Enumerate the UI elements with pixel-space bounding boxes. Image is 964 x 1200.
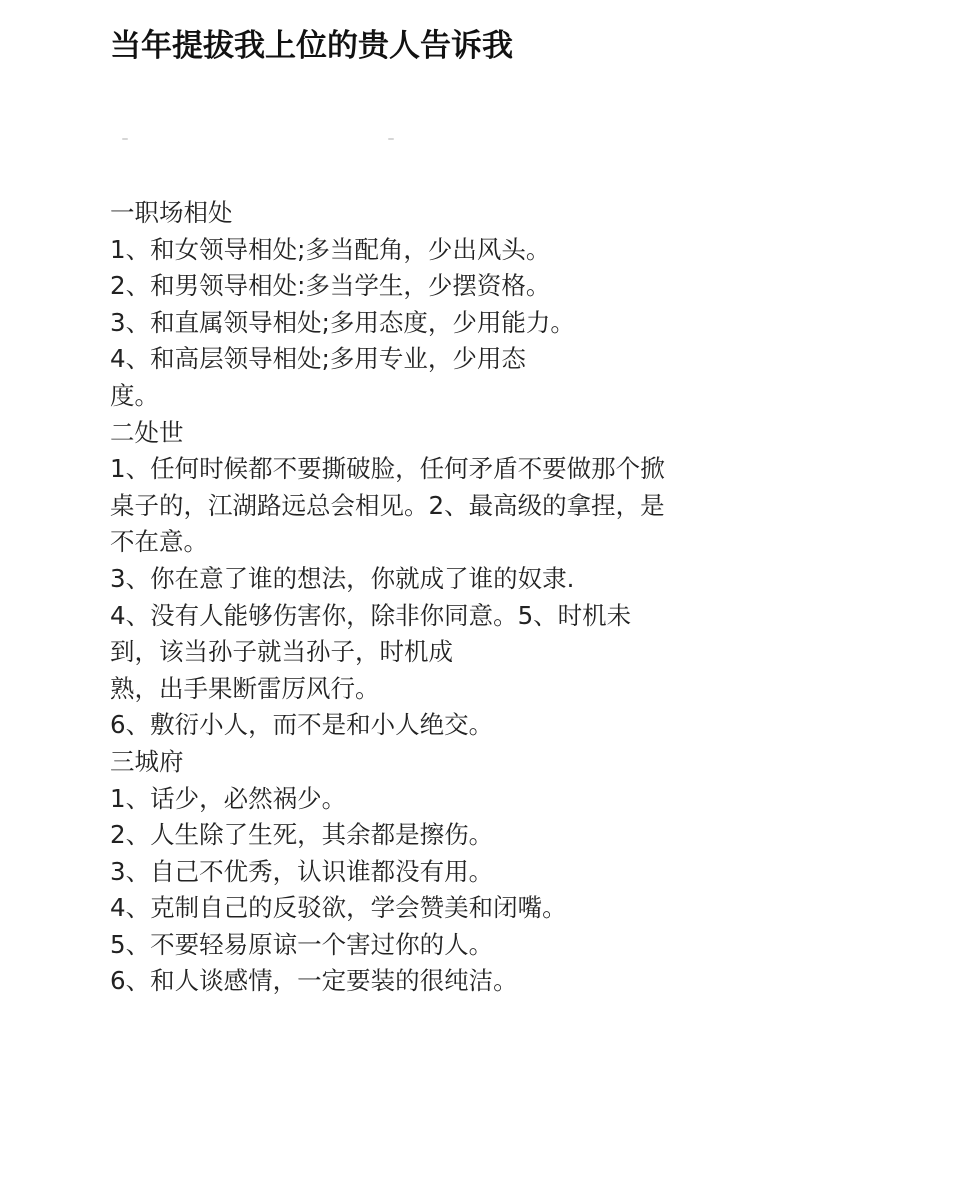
text-line: 4、克制自己的反驳欲，学会赞美和闭嘴。: [110, 893, 567, 923]
section-heading-shrewdness: 三城府: [110, 746, 184, 776]
page-title: 当年提拔我上位的贵人告诉我: [110, 28, 513, 64]
text-line: 5、不要轻易原谅一个害过你的人。: [110, 929, 494, 959]
section-heading-workplace: 一职场相处: [110, 198, 233, 227]
decorative-mark: [122, 138, 128, 140]
text-line: 3、和直属领导相处;多用态度，少用能力。: [110, 307, 575, 337]
section-heading-conduct: 二处世: [110, 417, 184, 447]
text-line: 3、你在意了谁的想法，你就成了谁的奴隶.: [110, 563, 575, 593]
text-line: 6、和人谈感情，一定要装的很纯洁。: [110, 966, 518, 996]
document-body: [110, 195, 810, 1000]
text-line: 1、话少，必然祸少。: [110, 783, 347, 813]
text-line: 到，该当孙子就当孙子，时机成: [110, 637, 453, 667]
text-line: 2、人生除了生死，其余都是擦伤。: [110, 820, 494, 850]
text-line: 熟，出手果断雷厉风行。: [110, 673, 380, 703]
text-line: 4、没有人能够伤害你，除非你同意。5、时机未: [110, 600, 632, 630]
text-line: 6、敷衍小人，而不是和小人绝交。: [110, 710, 494, 740]
text-line: 1、和女领导相处;多当配角，少出风头。: [110, 234, 551, 264]
text-line: 度。: [110, 380, 159, 410]
text-line: 1、任何时候都不要撕破脸，任何矛盾不要做那个掀: [110, 454, 665, 484]
text-line: 桌子的，江湖路远总会相见。2、最高级的拿捏，是: [110, 490, 665, 520]
text-line: 2、和男领导相处:多当学生，少摆资格。: [110, 271, 551, 301]
text-line: 不在意。: [110, 527, 208, 557]
decorative-mark: [388, 138, 394, 140]
text-line: 3、自己不优秀，认识谁都没有用。: [110, 856, 494, 886]
text-line: 4、和高层领导相处;多用专业，少用态: [110, 344, 526, 374]
